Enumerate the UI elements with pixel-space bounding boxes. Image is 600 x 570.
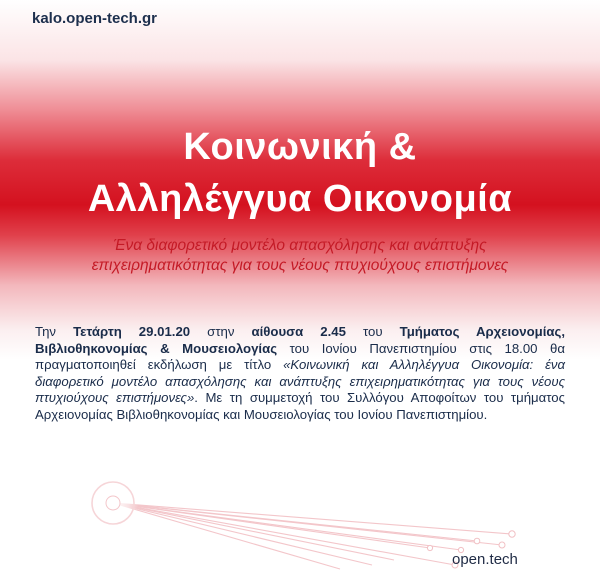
title-line-2: Αλληλέγγυα Οικονομία bbox=[87, 178, 513, 220]
body-text-3: του bbox=[345, 324, 400, 339]
event-description bbox=[35, 324, 565, 423]
body-text-1: Την bbox=[35, 324, 74, 339]
site-url[interactable]: kalo.open-tech.gr bbox=[32, 10, 158, 27]
title-line-1: Κοινωνική & bbox=[183, 126, 417, 168]
body-text-2: στην bbox=[190, 324, 252, 339]
subtitle-line-1: Ένα διαφορετικό μοντέλο απασχόλησης και ανάπτυξης bbox=[113, 237, 487, 254]
event-room: αίθουσα 2.45 bbox=[251, 324, 346, 339]
event-date: Τετάρτη 29.01.20 bbox=[73, 324, 191, 339]
opentech-logo: open.tech bbox=[452, 551, 518, 568]
subtitle-line-2: επιχειρηματικότητας για τους νέους πτυχιούχους επιστήμονες bbox=[91, 257, 509, 274]
event-title: «Κοινωνική και Αλληλέγγυα Οικονομία: ένα διαφορετικό μοντέλο απασχόλησης και ανάπτυξης επιχειρηματικότητας για τους νέους πτυχιούχους επιστήμονες» bbox=[35, 357, 565, 405]
network-hub bbox=[106, 496, 120, 510]
body-text-4: του Ιονίου Πανεπιστημίου στις 18.00 θα πραγματοποιηθεί εκδήλωση με τίτλο bbox=[35, 340, 565, 372]
body-text-5: . Με τη συμμετοχή του Συλλόγου Αποφοίτων του τμήματος Αρχειονομίας Βιβλιοθηκονομίας και Μουσειολογίας του Ιονίου Πανεπιστημίου. bbox=[35, 390, 565, 422]
subtitle bbox=[40, 236, 560, 276]
event-department: Τμήματος Αρχειονομίας, Βιβλιοθηκονομίας & Μουσειολογίας bbox=[35, 324, 565, 356]
